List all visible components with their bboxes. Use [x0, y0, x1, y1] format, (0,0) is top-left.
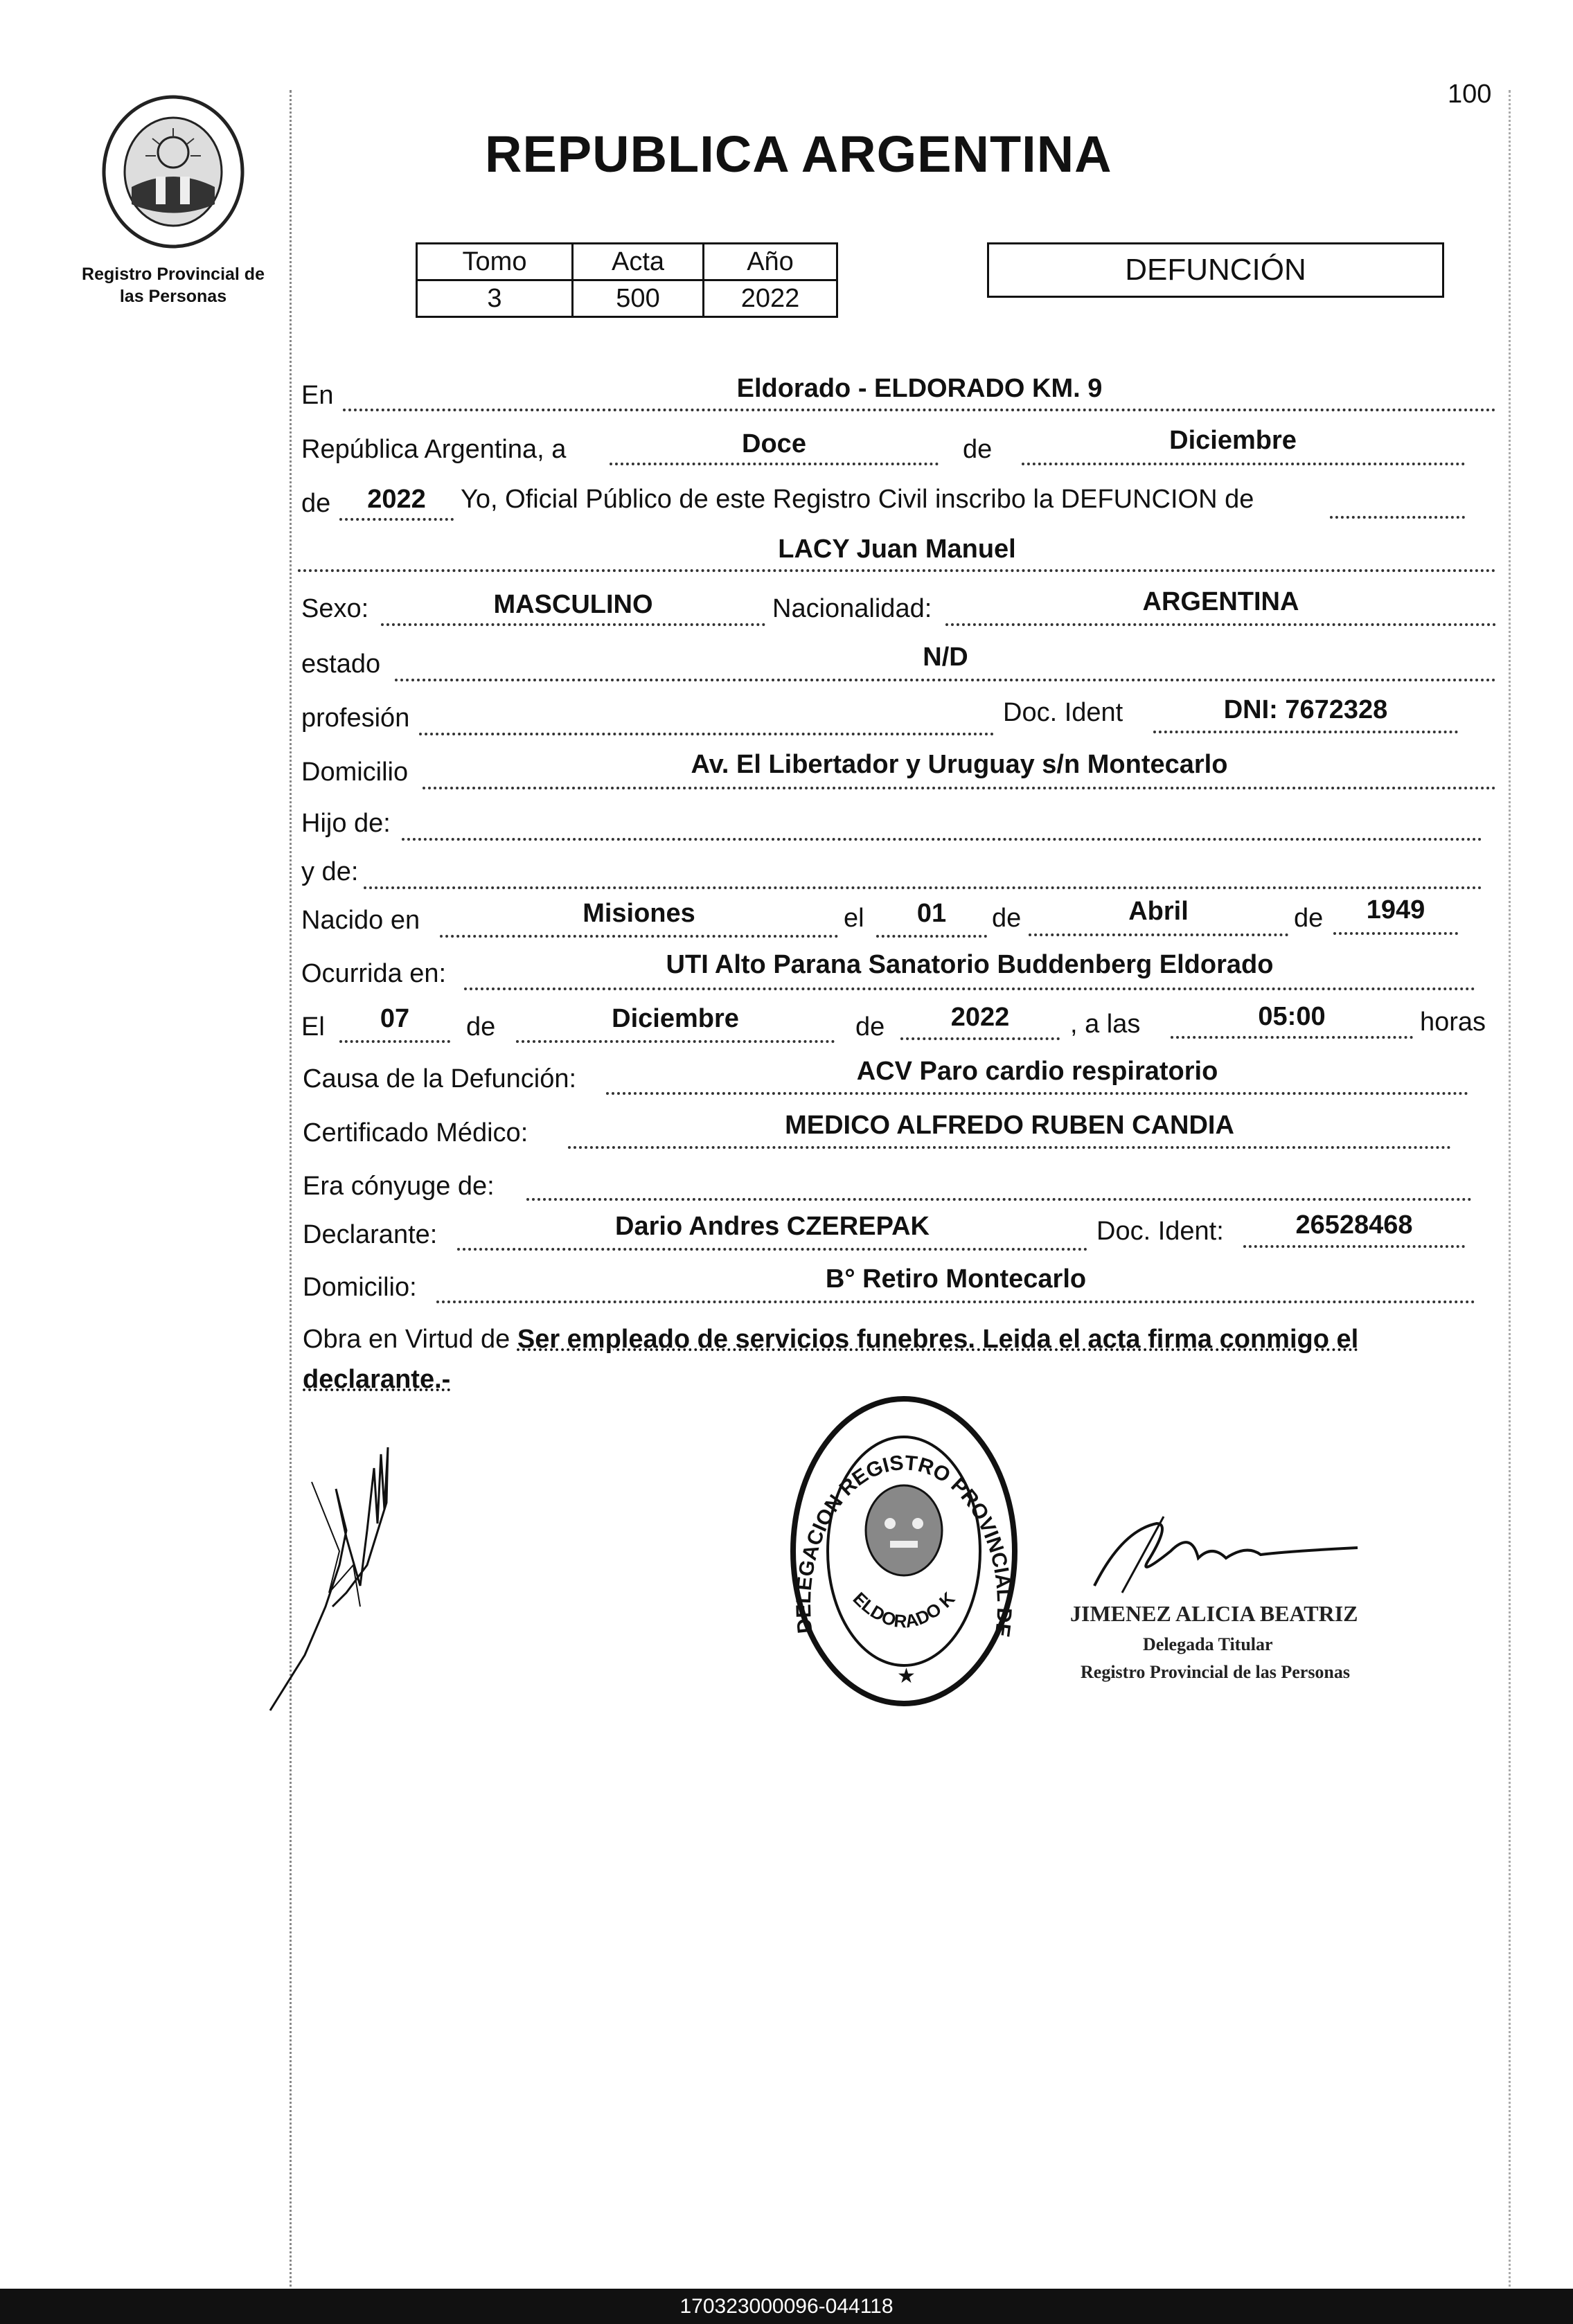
def-mes-value: Diciembre [612, 1004, 739, 1033]
mes-dotline [1022, 463, 1465, 465]
table-cell: 500 [573, 280, 704, 317]
nac-anio-value: 1949 [1366, 895, 1425, 924]
conyuge-label: Era cónyuge de: [303, 1172, 495, 1201]
nacionalidad-label: Nacionalidad: [772, 594, 932, 623]
dia-dotline [610, 463, 939, 465]
page-title: REPUBLICA ARGENTINA [485, 125, 1112, 183]
def-de2-label: de [855, 1012, 885, 1042]
seal-outer-text: DELEGACION REGISTRO PROVINCIAL DE [792, 1451, 1016, 1638]
decl-doc-label: Doc. Ident: [1096, 1217, 1224, 1246]
republica-label: República Argentina, a [301, 435, 567, 464]
def-dia-value: 07 [380, 1004, 410, 1033]
provincia-misiones-logo [97, 90, 249, 249]
en-dotline [343, 409, 1496, 411]
page-number: 100 [1448, 80, 1492, 109]
declarante-label: Declarante: [303, 1220, 438, 1249]
anio-dotline [339, 518, 454, 521]
certificado-label: Certificado Médico: [303, 1118, 528, 1147]
svg-text:★: ★ [897, 1665, 916, 1688]
declarant-signature [263, 1427, 429, 1717]
nac-de2-label: de [1294, 904, 1324, 933]
record-table [416, 242, 838, 318]
yo-text: Yo, Oficial Público de este Registro Civil inscribo la DEFUNCION de [461, 485, 1254, 514]
nombre-value: LACY Juan Manuel [778, 535, 1016, 564]
official-name: JIMENEZ ALICIA BEATRIZ [1070, 1601, 1358, 1626]
decl-doc-dotline [1243, 1245, 1465, 1248]
docident-dotline [1153, 731, 1458, 733]
seal-inner-text: ELDORADO K [848, 1587, 959, 1632]
docident-label: Doc. Ident [1003, 698, 1123, 727]
ocurrida-value: UTI Alto Parana Sanatorio Buddenberg Eldorado [666, 950, 1274, 979]
registry-line1: Registro Provincial de [82, 265, 265, 284]
estado-dotline [395, 679, 1496, 681]
hijo-dotline [402, 838, 1482, 841]
conyuge-dotline [526, 1198, 1472, 1201]
nacionalidad-value: ARGENTINA [1142, 587, 1299, 616]
registry-line2: las Personas [119, 287, 227, 306]
hora-dotline [1171, 1036, 1413, 1039]
anio-value: 2022 [367, 485, 426, 514]
sexo-dotline [381, 623, 765, 626]
registry-name [73, 263, 274, 307]
estado-value: N/D [923, 643, 968, 672]
nac-anio-dotline [1333, 932, 1458, 935]
ocurrida-label: Ocurrida en: [301, 959, 447, 988]
hora-value: 05:00 [1258, 1002, 1326, 1031]
def-anio-value: 2022 [950, 1003, 1010, 1032]
certificado-dotline [568, 1146, 1451, 1149]
table-cell: 3 [417, 280, 573, 317]
mes-value: Diciembre [1169, 426, 1297, 455]
nac-mes-dotline [1029, 933, 1288, 936]
nac-dia-dotline [876, 935, 987, 938]
declarante-value: Dario Andres CZEREPAK [615, 1212, 930, 1241]
causa-label: Causa de la Defunción: [303, 1064, 577, 1093]
nacionalidad-dotline [945, 623, 1496, 626]
docident-value: DNI: 7672328 [1223, 695, 1388, 724]
decl-dom-dotline [436, 1300, 1475, 1303]
table-header: Acta [573, 244, 704, 280]
def-dia-dotline [339, 1040, 450, 1043]
profesion-dotline [419, 733, 994, 735]
official-seal [786, 1392, 1022, 1710]
sexo-value: MASCULINO [493, 590, 653, 619]
left-margin-line [290, 90, 292, 2292]
table-header: Año [704, 244, 837, 280]
alas-label: , a las [1070, 1010, 1141, 1039]
yo-dotline [1330, 516, 1465, 519]
table-cell: 2022 [704, 280, 837, 317]
decl-dom-value: B° Retiro Montecarlo [825, 1264, 1087, 1294]
ocurrida-dotline [464, 987, 1475, 990]
horas-label: horas [1420, 1008, 1486, 1037]
nacido-label: Nacido en [301, 906, 420, 935]
de2-label: de [301, 489, 331, 518]
domicilio-value: Av. El Libertador y Uruguay s/n Montecarlo [691, 750, 1228, 779]
right-margin-line [1509, 90, 1511, 2292]
domicilio-dotline [423, 787, 1496, 789]
hijo-label: Hijo de: [301, 809, 391, 838]
nacido-dotline [440, 935, 838, 938]
yde-label: y de: [301, 857, 359, 886]
nac-dia-value: 01 [916, 899, 947, 928]
nac-de1-label: de [992, 904, 1022, 933]
causa-value: ACV Paro cardio respiratorio [856, 1057, 1218, 1086]
profesion-label: profesión [301, 704, 410, 733]
decl-dom-label: Domicilio: [303, 1273, 417, 1302]
def-mes-dotline [516, 1040, 835, 1043]
causa-dotline [606, 1092, 1468, 1095]
certificado-value: MEDICO ALFREDO RUBEN CANDIA [785, 1111, 1234, 1140]
official-signature [1081, 1503, 1385, 1600]
el2-label: El [301, 1012, 325, 1042]
obra-label: Obra en Virtud de [303, 1325, 510, 1354]
sexo-label: Sexo: [301, 594, 369, 623]
obra-value-line2: declarante.- [303, 1365, 451, 1394]
def-anio-dotline [900, 1037, 1060, 1040]
domicilio-label: Domicilio [301, 758, 409, 787]
de1-label: de [963, 435, 993, 464]
nac-mes-value: Abril [1128, 897, 1189, 926]
declarante-dotline [457, 1248, 1087, 1251]
def-de1-label: de [466, 1012, 496, 1042]
obra-paragraph [303, 1319, 1504, 1400]
footer-code: 170323000096-044118 [0, 2289, 1573, 2324]
nacido-value: Misiones [583, 899, 695, 928]
el-label: el [844, 904, 864, 933]
estado-label: estado [301, 650, 381, 679]
table-header: Tomo [417, 244, 573, 280]
yde-dotline [364, 886, 1482, 889]
decl-doc-value: 26528468 [1295, 1210, 1413, 1240]
en-label: En [301, 381, 334, 410]
record-type-box: DEFUNCIÓN [987, 242, 1444, 298]
en-value: Eldorado - ELDORADO KM. 9 [736, 374, 1103, 403]
nombre-dotline [298, 569, 1496, 572]
official-office: Registro Provincial de las Personas [1081, 1662, 1351, 1682]
obra-value-line1: Ser empleado de servicios funebres. Leida el acta firma conmigo el [517, 1325, 1359, 1354]
dia-value: Doce [742, 429, 806, 458]
official-role: Delegada Titular [1143, 1634, 1273, 1654]
